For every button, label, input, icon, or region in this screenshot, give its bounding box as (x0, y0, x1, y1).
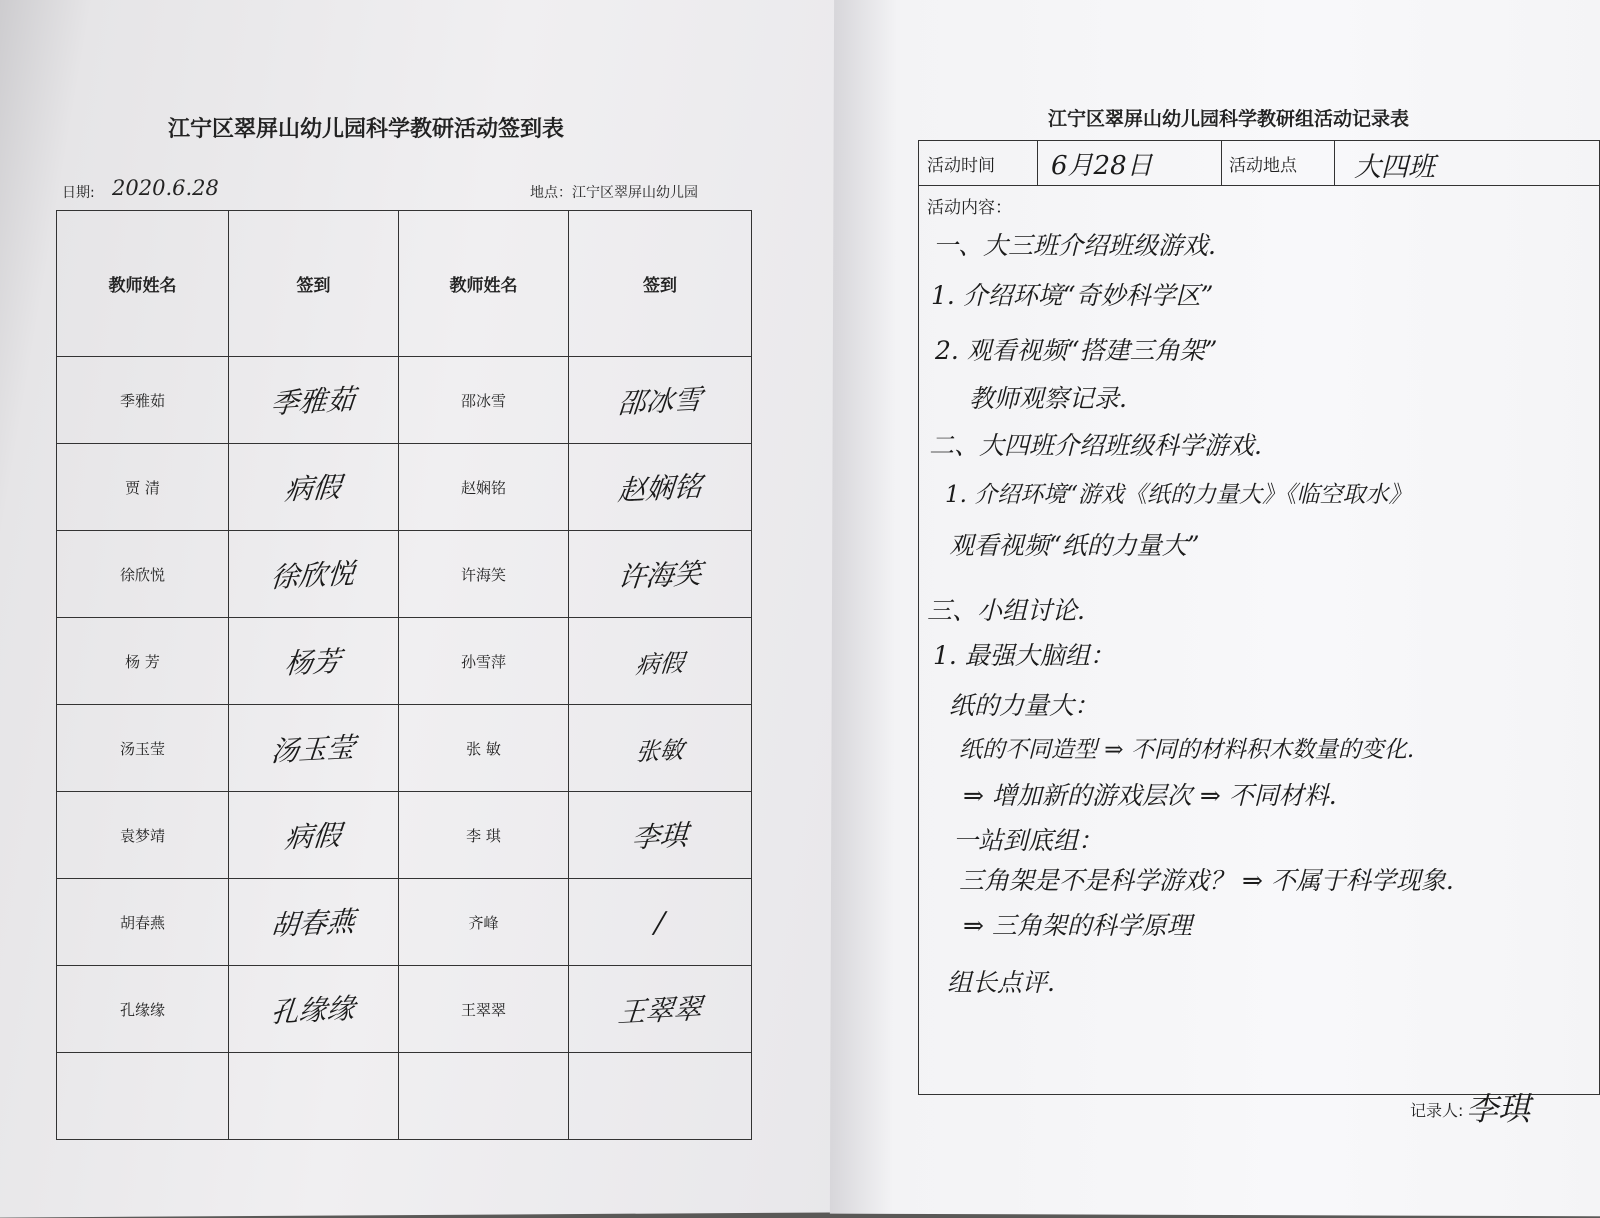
signature: 赵娴铭 (616, 469, 704, 508)
recorder-label: 记录人: (1410, 1101, 1464, 1120)
signature: 许海笑 (616, 556, 704, 595)
signature-cell (569, 966, 752, 1053)
signature-cell (229, 705, 399, 792)
empty-cell (399, 1053, 569, 1140)
content-line: 三、小组讨论. (927, 596, 1085, 625)
time-label-cell (919, 141, 1038, 185)
content-line: 纸的不同造型 ⇒ 不同的材料积木数量的变化. (959, 737, 1415, 763)
teacher-name: 赵娴铭 (399, 444, 569, 531)
table-row (57, 444, 752, 531)
signin-header-row (57, 211, 752, 357)
header-teacher-name-1: 教师姓名 (57, 211, 229, 357)
teacher-name: 张 敏 (399, 705, 569, 792)
table-row (57, 705, 752, 792)
signature-cell (569, 879, 752, 966)
teacher-name: 李 琪 (399, 792, 569, 879)
teacher-name: 齐峰 (399, 879, 569, 966)
signature-cell (229, 444, 399, 531)
content-line: 2. 观看视频“搭建三角架” (935, 336, 1218, 365)
teacher-name: 孙雪萍 (399, 618, 569, 705)
signature: 病假 (283, 818, 343, 855)
signature-cell (569, 705, 752, 792)
signature: 张敏 (634, 735, 685, 766)
teacher-name: 汤玉莹 (57, 705, 229, 792)
header-signature-1: 签到 (229, 211, 399, 357)
signature-cell (229, 879, 399, 966)
signature-cell (229, 792, 399, 879)
record-title: 江宁区翠屏山幼儿园科学教研组活动记录表 (1048, 108, 1410, 130)
teacher-name: 季雅茹 (57, 357, 229, 444)
signature-cell (569, 444, 752, 531)
teacher-name: 胡春燕 (57, 879, 229, 966)
signature: / (653, 905, 667, 939)
place-value: 大四班 (1354, 152, 1435, 183)
table-row-empty (57, 1053, 752, 1140)
signature: 汤玉莹 (269, 730, 357, 769)
date-label: 日期: (62, 185, 95, 201)
content-line: 一、大三班介绍班级游戏. (933, 231, 1216, 260)
content-line: ⇒ 三角架的科学原理 (963, 911, 1192, 940)
signature-cell (229, 966, 399, 1053)
content-line: 1. 介绍环境“游戏《纸的力量大》《临空取水》 (945, 482, 1412, 508)
record-info-row (919, 141, 1599, 186)
table-row (57, 879, 752, 966)
content-line: 1. 介绍环境“奇妙科学区” (931, 281, 1214, 310)
signature: 李琪 (630, 818, 690, 855)
teacher-name: 贾 清 (57, 444, 229, 531)
signature-cell (569, 792, 752, 879)
teacher-name: 邵冰雪 (399, 357, 569, 444)
signature-cell (229, 618, 399, 705)
content-line: 1. 最强大脑组： (933, 641, 1115, 670)
signature-cell (569, 618, 752, 705)
header-teacher-name-2: 教师姓名 (399, 211, 569, 357)
place-label: 活动地点 (1229, 155, 1297, 176)
table-row (57, 792, 752, 879)
signature: 病假 (283, 470, 343, 507)
signature: 孔缘缘 (269, 991, 357, 1030)
signature-cell (569, 357, 752, 444)
signature: 病假 (634, 648, 685, 679)
signature: 杨芳 (283, 644, 343, 681)
header-signature-2: 签到 (569, 211, 752, 357)
record-table (918, 140, 1600, 1095)
signature: 胡春燕 (269, 904, 357, 943)
table-row (57, 531, 752, 618)
content-line: ⇒ 增加新的游戏层次 ⇒ 不同材料. (963, 781, 1337, 810)
time-value-cell (1037, 141, 1222, 185)
content-line: 教师观察记录. (969, 384, 1127, 413)
signature: 季雅茹 (269, 382, 357, 421)
signature-cell (569, 531, 752, 618)
signature-cell (229, 531, 399, 618)
place-value-cell (1334, 141, 1600, 185)
content-line: 纸的力量大： (949, 691, 1100, 720)
recorder-signature: 李琪 (1466, 1090, 1531, 1128)
content-line: 二、大四班介绍班级科学游戏. (929, 431, 1262, 460)
empty-cell (569, 1053, 752, 1140)
content-line: 组长点评. (947, 968, 1055, 997)
table-row (57, 966, 752, 1053)
signature: 邵冰雪 (616, 382, 704, 421)
place-label: 地点：江宁区翠屏山幼儿园 (530, 185, 698, 201)
empty-cell (229, 1053, 399, 1140)
time-label: 活动时间 (927, 155, 995, 176)
signature: 徐欣悦 (269, 556, 357, 595)
signature-cell (229, 357, 399, 444)
empty-cell (57, 1053, 229, 1140)
table-row (57, 618, 752, 705)
signin-title: 江宁区翠屏山幼儿园科学教研活动签到表 (168, 117, 565, 142)
signin-table (56, 210, 752, 1140)
teacher-name: 王翠翠 (399, 966, 569, 1053)
place-label-cell (1221, 141, 1335, 185)
teacher-name: 袁梦靖 (57, 792, 229, 879)
date-value: 2020.6.28 (112, 176, 219, 200)
content-line: 三角架是不是科学游戏？ ⇒ 不属于科学现象. (959, 866, 1454, 895)
teacher-name: 杨 芳 (57, 618, 229, 705)
teacher-name: 许海笑 (399, 531, 569, 618)
teacher-name: 孔缘缘 (57, 966, 229, 1053)
teacher-name: 徐欣悦 (57, 531, 229, 618)
content-line: 一站到底组： (953, 826, 1104, 855)
table-row (57, 357, 752, 444)
content-line: 观看视频“纸的力量大” (949, 531, 1200, 560)
content-label: 活动内容： (927, 198, 1012, 218)
time-value: 6月28日 (1051, 151, 1153, 181)
signature: 王翠翠 (616, 991, 704, 1030)
